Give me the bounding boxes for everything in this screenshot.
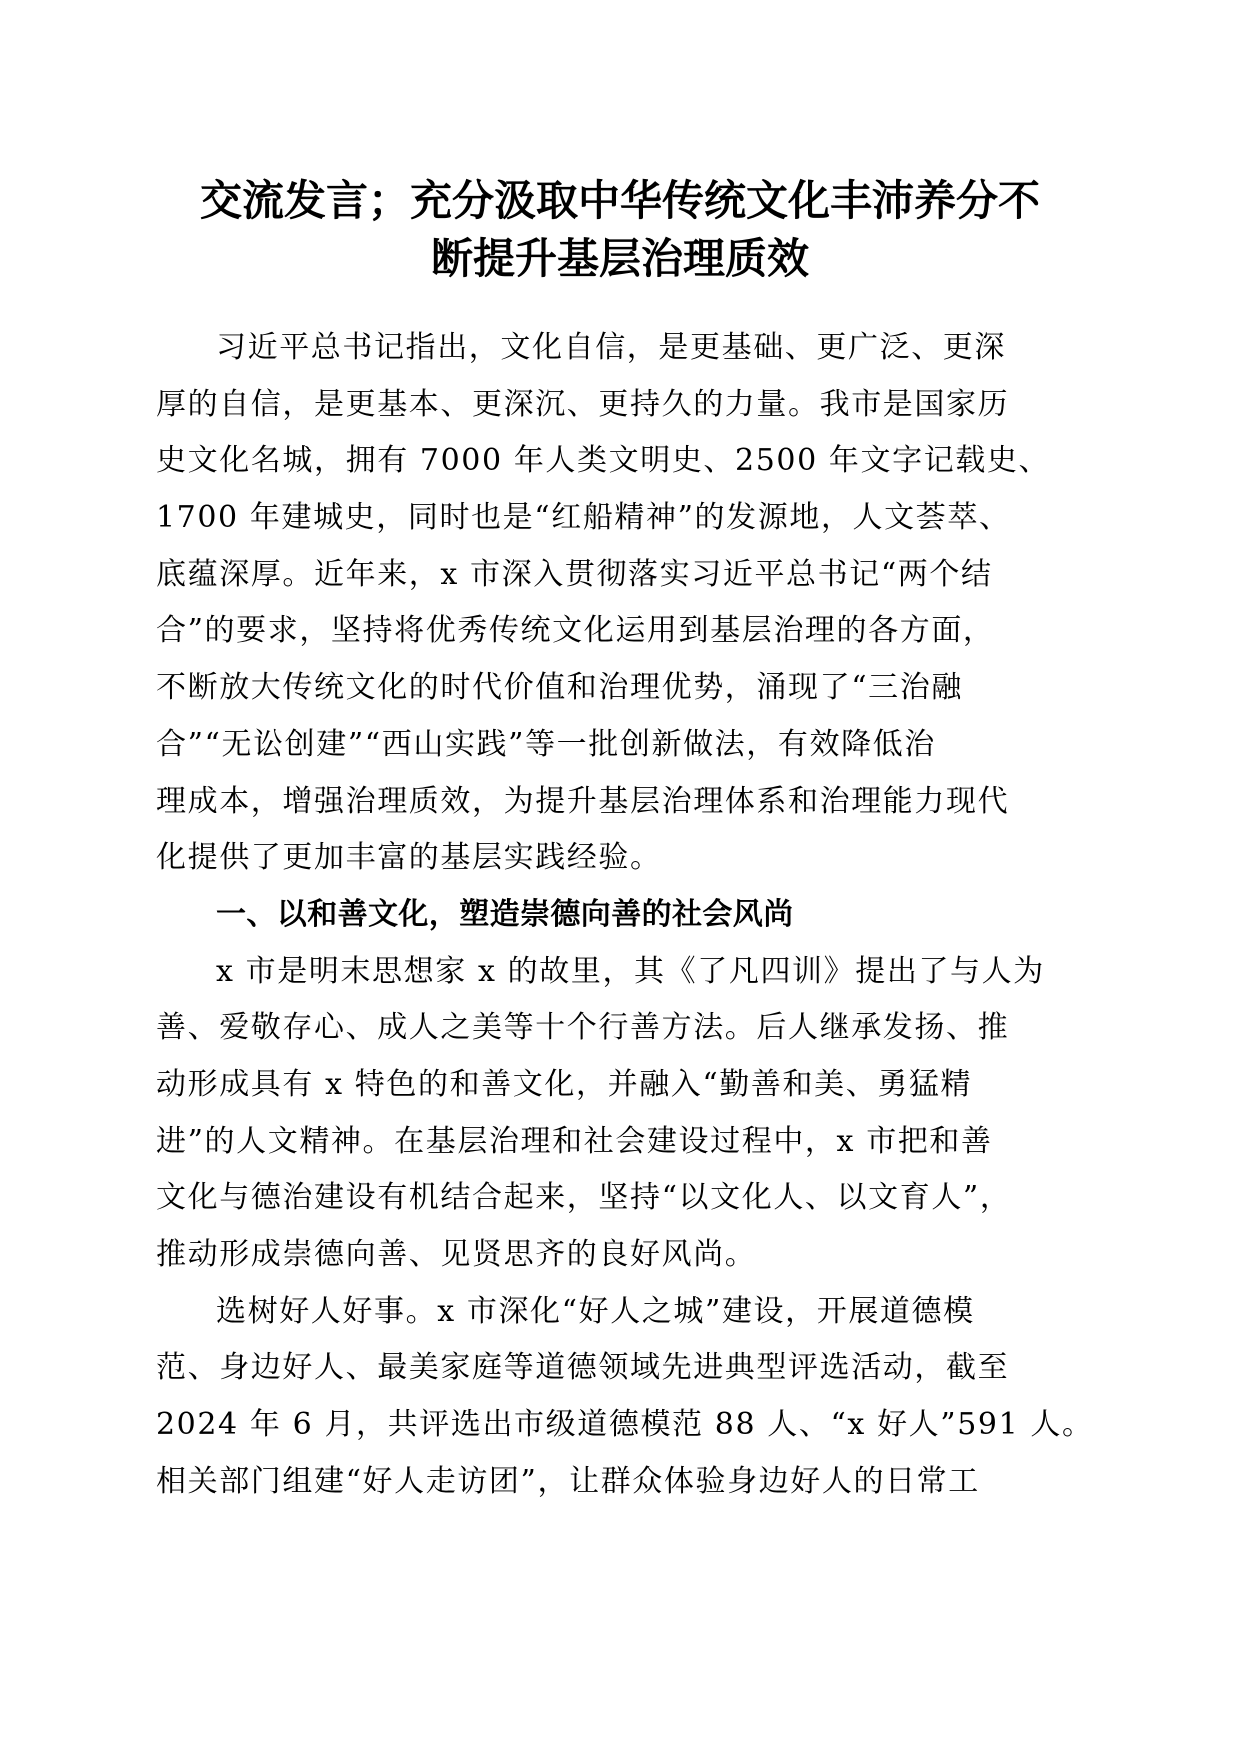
paragraph-line: 底蕴深厚。近年来，x 市深入贯彻落实习近平总书记“两个结	[156, 556, 993, 592]
paragraph-line: 进”的人文精神。在基层治理和社会建设过程中，x 市把和善	[156, 1123, 993, 1159]
paragraph-line: 文化与德治建设有机结合起来，坚持“以文化人、以文育人”，	[156, 1180, 1012, 1216]
section-heading: 一、以和善文化，塑造崇德向善的社会风尚	[216, 896, 794, 932]
paragraph-line: 合”的要求，坚持将优秀传统文化运用到基层治理的各方面，	[156, 613, 995, 649]
paragraph-line: 相关部门组建“好人走访团”，让群众体验身边好人的日常工	[156, 1463, 980, 1499]
paragraph-line: 理成本，增强治理质效，为提升基层治理体系和治理能力现代	[156, 783, 1010, 819]
paragraph-line: 范、身边好人、最美家庭等道德领域先进典型评选活动，截至	[156, 1350, 1010, 1386]
paragraph-line: 史文化名城，拥有 7000 年人类文明史、2500 年文字记载史、	[156, 443, 1051, 479]
paragraph-line: 不断放大传统文化的时代价值和治理优势，涌现了“三治融	[156, 670, 963, 706]
paragraph-line: 习近平总书记指出，文化自信，是更基础、更广泛、更深	[216, 330, 1006, 365]
title-line: 断提升基层治理质效	[430, 234, 809, 283]
paragraph-line: 2024 年 6 月，共评选出市级道德模范 88 人、“x 好人”591 人。	[156, 1407, 1094, 1443]
paragraph-line: 1700 年建城史，同时也是“红船精神”的发源地，人文荟萃、	[156, 500, 1011, 536]
paragraph-line: 推动形成崇德向善、见贤思齐的良好风尚。	[156, 1237, 757, 1272]
paragraph-line: 善、爱敬存心、成人之美等十个行善方法。后人继承发扬、推	[156, 1010, 1010, 1046]
paragraph-line: 动形成具有 x 特色的和善文化，并融入“勤善和美、勇猛精	[156, 1066, 973, 1102]
title-line: 交流发言；充分汲取中华传统文化丰沛养分不	[199, 176, 1040, 225]
paragraph-line: x 市是明末思想家 x 的故里，其《了凡四训》提出了与人为	[216, 953, 1045, 989]
paragraph-line: 厚的自信，是更基本、更深沉、更持久的力量。我市是国家历	[156, 386, 1010, 422]
document-body	[156, 320, 1094, 1510]
paragraph-line: 合”“无讼创建”“西山实践”等一批创新做法，有效降低治	[156, 726, 936, 762]
document-title	[130, 172, 1110, 288]
paragraph-line: 化提供了更加丰富的基层实践经验。	[156, 840, 662, 876]
paragraph-line: 选树好人好事。x 市深化“好人之城”建设，开展道德模	[216, 1293, 975, 1329]
